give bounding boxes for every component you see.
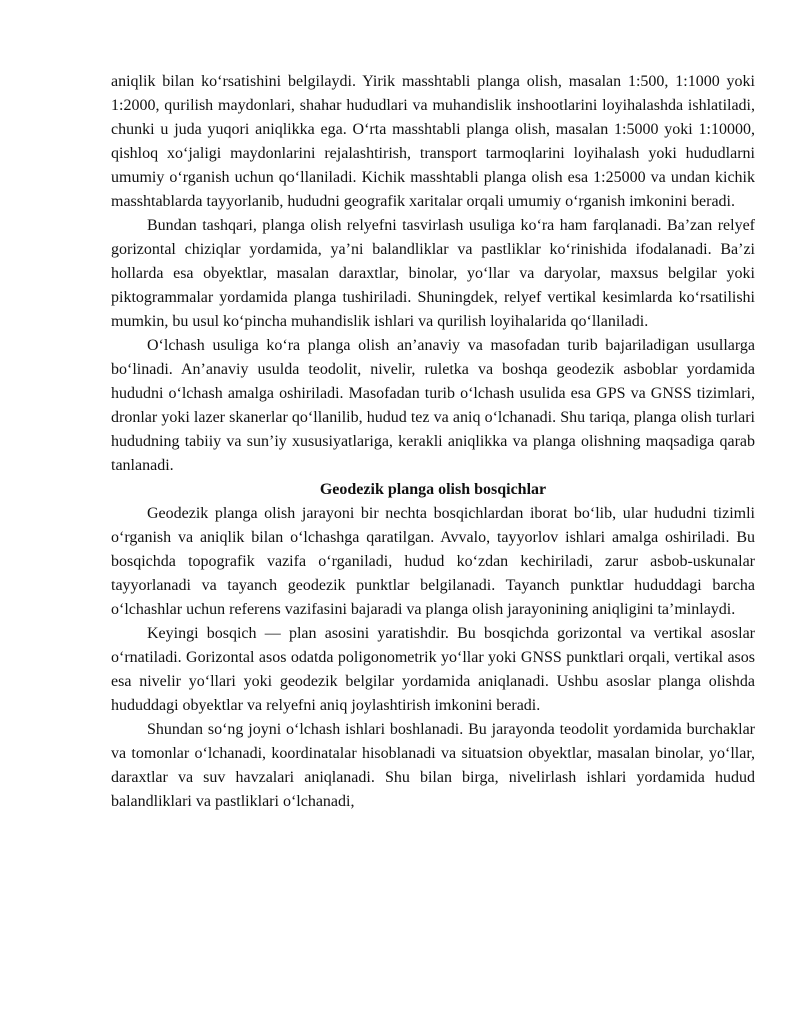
paragraph-relief-depiction: Bundan tashqari, planga olish relyefni tasvirlash usuliga koʻra ham farqlanadi. Baʼzan relyef gorizontal chiziqlar yordamida, yaʼni balandliklar va pastliklar koʻrinishida ifodalanadi. Baʼzi hollarda esa obyektlar, masalan daraxtlar, binolar, yoʻllar va daryolar, maxsus belgilar yoki piktogrammalar yordamida planga tushiriladi. Shuningdek, relyef vertikal kesimlarda koʻrsatilishi mumkin, bu usul koʻpincha muhandislik ishlari va qurilish loyihalarida qoʻllaniladi. [111, 217, 755, 330]
paragraph-measurement-methods: Oʻlchash usuliga koʻra planga olish anʼanaviy va masofadan turib bajariladigan usullarga boʻlinadi. Anʼanaviy usulda teodolit, nivelir, ruletka va boshqa geodezik asboblar yordamida hududni oʻlchash amalga oshiriladi. Masofadan turib oʻlchash usulida esa GPS va GNSS tizimlari, dronlar yoki lazer skanerlar qoʻllanilib, hudud tez va aniq oʻlchanadi. Shu tariqa, planga olish turlari hududning tabiiy va sunʼiy xususiyatlariga, kerakli aniqlikka va planga olishning maqsadiga qarab tanlanadi. [111, 337, 755, 474]
paragraph-plan-basis-stage: Keyingi bosqich — plan asosini yaratishdir. Bu bosqichda gorizontal va vertikal asoslar oʻrnatiladi. Gorizontal asos odatda poligonometrik yoʻllar yoki GNSS punktlari orqali, vertikal asos esa nivelir yoʻllari yoki geodezik belgilar yordamida aniqlanadi. Ushbu asoslar planga olishda hududdagi obyektlar va relyefni aniq joylashtirish imkonini beradi. [111, 625, 755, 714]
paragraph-preparation-stage: Geodezik planga olish jarayoni bir nechta bosqichlardan iborat boʻlib, ular hududni tizimli oʻrganish va aniqlik bilan oʻlchashga qaratilgan. Avvalo, tayyorlov ishlari amalga oshiriladi. Bu bosqichda topografik vazifa oʻrganiladi, hudud koʻzdan kechiriladi, zarur asbob-uskunalar tayyorlanadi va tayanch geodezik punktlar belgilanadi. Tayanch punktlar hududdagi barcha oʻlchashlar uchun referens vazifasini bajaradi va planga olish jarayonining aniqligini taʼminlaydi. [111, 505, 755, 618]
document-page [111, 70, 755, 814]
section-heading: Geodezik planga olish bosqichlar [319, 481, 547, 498]
paragraph-field-measurement-stage: Shundan soʻng joyni oʻlchash ishlari boshlanadi. Bu jarayonda teodolit yordamida burchaklar va tomonlar oʻlchanadi, koordinatalar hisoblanadi va situatsion obyektlar, masalan binolar, yoʻllar, daraxtlar va suv havzalari aniqlanadi. Shu bilan birga, nivelirlash ishlari yordamida hudud balandliklari va pastliklari oʻlchanadi, [111, 721, 755, 810]
paragraph-scale-types: aniqlik bilan koʻrsatishini belgilaydi. Yirik masshtabli planga olish, masalan 1:500, 1:1000 yoki 1:2000, qurilish maydonlari, shahar hududlari va muhandislik inshootlarini loyihalashda ishlatiladi, chunki u juda yuqori aniqlikka ega. Oʻrta masshtabli planga olish, masalan 1:5000 yoki 1:10000, qishloq xoʻjaligi maydonlarini rejalashtirish, transport tarmoqlarini loyihalash yoki hududlarni umumiy oʻrganish uchun qoʻllaniladi. Kichik masshtabli planga olish esa 1:25000 va undan kichik masshtablarda tayyorlanib, hududni geografik xaritalar orqali umumiy oʻrganish imkonini beradi. [111, 73, 755, 210]
